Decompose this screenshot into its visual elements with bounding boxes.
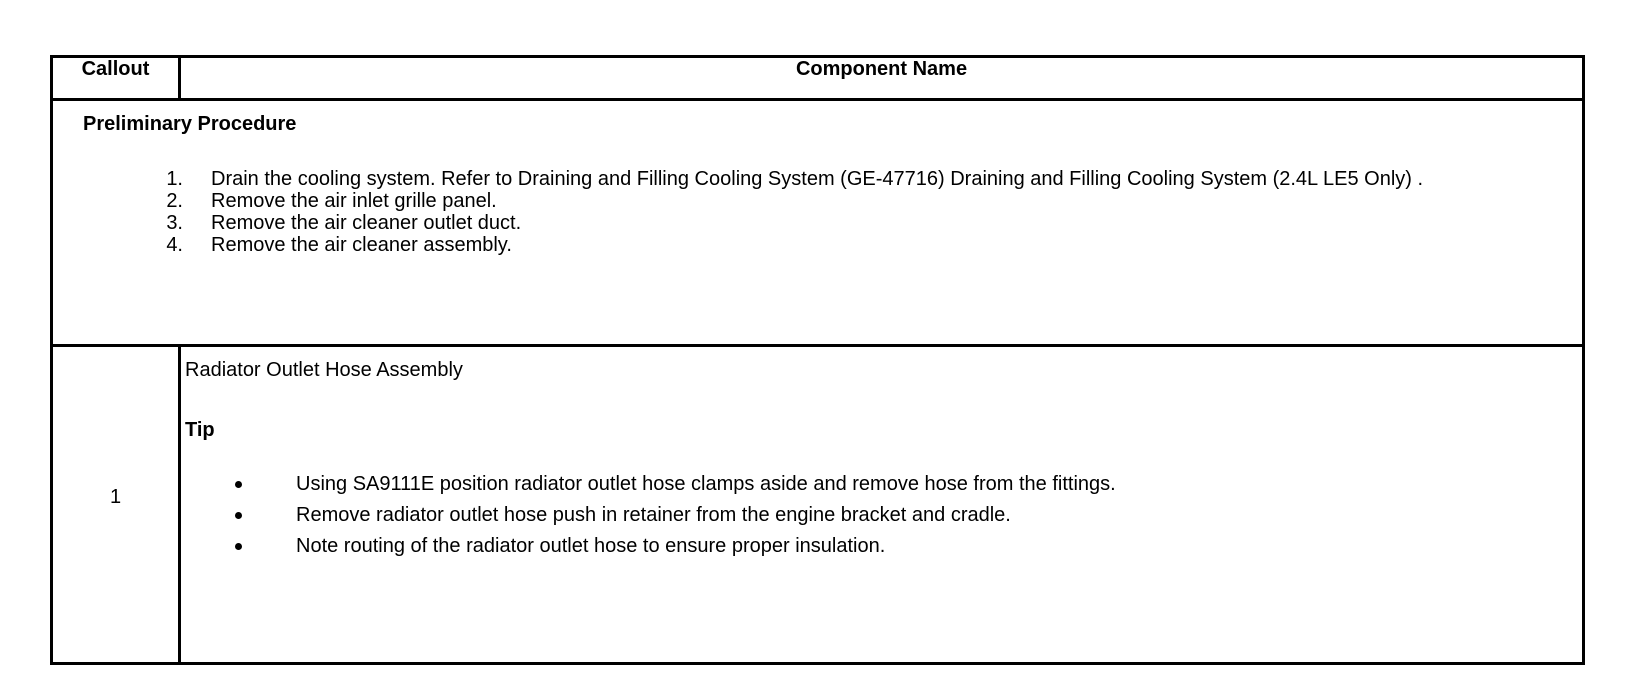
step-number: 1.: [166, 168, 183, 190]
list-item: [53, 168, 1582, 190]
list-item: [181, 473, 1582, 495]
step-text: Remove the air cleaner assembly.: [211, 234, 512, 256]
list-item: [53, 190, 1582, 212]
bullet-text: Using SA9111E position radiator outlet hose clamps aside and remove hose from the fittings.: [296, 473, 1116, 495]
bullet-text: Note routing of the radiator outlet hose to ensure proper insulation.: [296, 535, 886, 557]
step-number: 4.: [166, 234, 183, 256]
table-header-row: [52, 57, 1584, 100]
step-number: 3.: [166, 212, 183, 234]
step-text: Drain the cooling system. Refer to Draining and Filling Cooling System (GE-47716) Draining and Filling Cooling System (2.4L LE5 Only) .: [211, 168, 1424, 190]
list-item: [181, 535, 1582, 557]
preliminary-procedure-cell: [52, 100, 1584, 346]
component-cell: [180, 346, 1584, 664]
step-text: Remove the air cleaner outlet duct.: [211, 212, 522, 234]
preliminary-procedure-row: [52, 100, 1584, 346]
callout-column-header: Callout: [52, 57, 180, 100]
component-table: [50, 55, 1585, 665]
component-name-column-header: Component Name: [180, 57, 1584, 100]
tip-label: Tip: [185, 419, 215, 441]
bullet-icon: [235, 481, 242, 488]
bullet-icon: [235, 512, 242, 519]
step-text: Remove the air inlet grille panel.: [211, 190, 497, 212]
bullet-text: Remove radiator outlet hose push in retainer from the engine bracket and cradle.: [296, 504, 1011, 526]
callout-number: 1: [52, 346, 180, 664]
preliminary-procedure-title: Preliminary Procedure: [83, 113, 297, 135]
component-name: Radiator Outlet Hose Assembly: [185, 359, 463, 381]
table-row: [52, 346, 1584, 664]
preliminary-steps-list: [53, 168, 1582, 256]
bullet-icon: [235, 543, 242, 550]
list-item: [53, 212, 1582, 234]
tip-bullet-list: [181, 473, 1582, 557]
list-item: [181, 504, 1582, 526]
step-number: 2.: [166, 190, 183, 212]
list-item: [53, 234, 1582, 256]
